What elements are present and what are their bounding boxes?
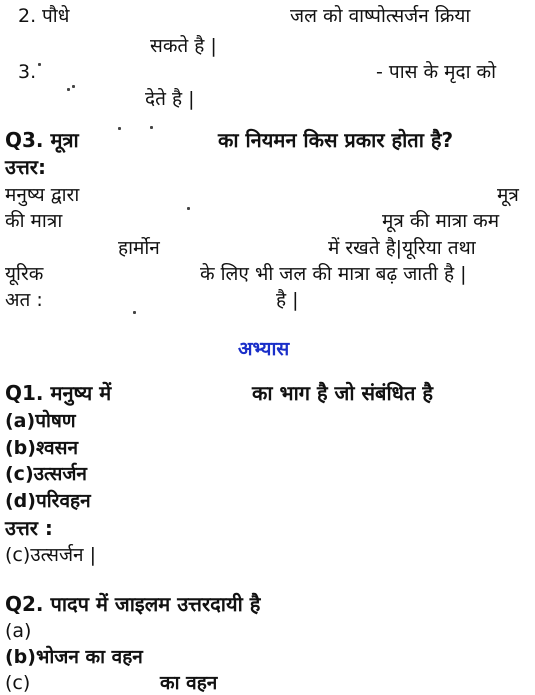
answer-line-1-end: मूत्र	[497, 184, 519, 206]
answer-line-1-start: मनुष्य द्वारा	[5, 184, 80, 206]
answer-line-4-end: के लिए भी जल की मात्रा बढ़ जाती है |	[200, 263, 467, 285]
answer-line-3-end: में रखते है|यूरिया तथा	[328, 237, 476, 259]
question-1-start: Q1. मनुष्य में	[5, 381, 112, 405]
item-2-text-end: जल को वाष्पोत्सर्जन क्रिया	[290, 5, 471, 27]
answer-line-5-start: अत :	[5, 289, 43, 311]
q2-option-c-label: (c)	[5, 672, 31, 694]
answer-line-2-end: मूत्र की मात्रा कम	[382, 210, 500, 232]
item-3-continuation: देते है |	[145, 88, 195, 110]
q2-option-a: (a)	[5, 620, 32, 642]
answer-2-value: (c)उत्सर्जन |	[5, 544, 97, 566]
q2-option-b: (b)भोजन का वहन	[5, 646, 143, 668]
item-2-number: 2.	[18, 5, 37, 27]
artifact-dot	[67, 88, 70, 91]
q2-option-c-text: का वहन	[160, 672, 218, 694]
artifact-dot	[133, 311, 136, 314]
artifact-dot	[72, 85, 75, 88]
option-c: (c)उत्सर्जन	[5, 463, 87, 485]
answer-label: उत्तर:	[5, 155, 46, 179]
artifact-dot	[118, 127, 121, 130]
option-b: (b)श्वसन	[5, 437, 78, 459]
question-2: Q2. पादप में जाइलम उत्तरदायी है	[5, 592, 261, 616]
item-2-continuation: सकते है |	[150, 35, 217, 57]
answer-line-4-start: यूरिक	[5, 263, 44, 285]
answer-line-3-start: हार्मोन	[118, 237, 160, 259]
section-heading: अभ्यास	[238, 338, 290, 360]
answer-2-label: उत्तर :	[5, 516, 53, 540]
question-1-end: का भाग है जो संबंधित है	[252, 381, 433, 405]
question-3-end: का नियमन किस प्रकार होता है?	[218, 128, 454, 152]
artifact-dot	[150, 126, 153, 129]
item-2-text-start: पौधे	[42, 5, 70, 27]
artifact-dot	[38, 63, 41, 66]
question-3-start: Q3. मूत्रा	[5, 128, 79, 152]
item-3-text-end: - पास के मृदा को	[376, 61, 497, 83]
answer-line-5-end: है |	[276, 289, 299, 311]
item-3-number: 3.	[18, 61, 37, 83]
answer-line-2-start: की मात्रा	[5, 210, 63, 232]
option-d: (d)परिवहन	[5, 490, 91, 512]
option-a: (a)पोषण	[5, 410, 76, 432]
artifact-dot	[187, 207, 190, 210]
